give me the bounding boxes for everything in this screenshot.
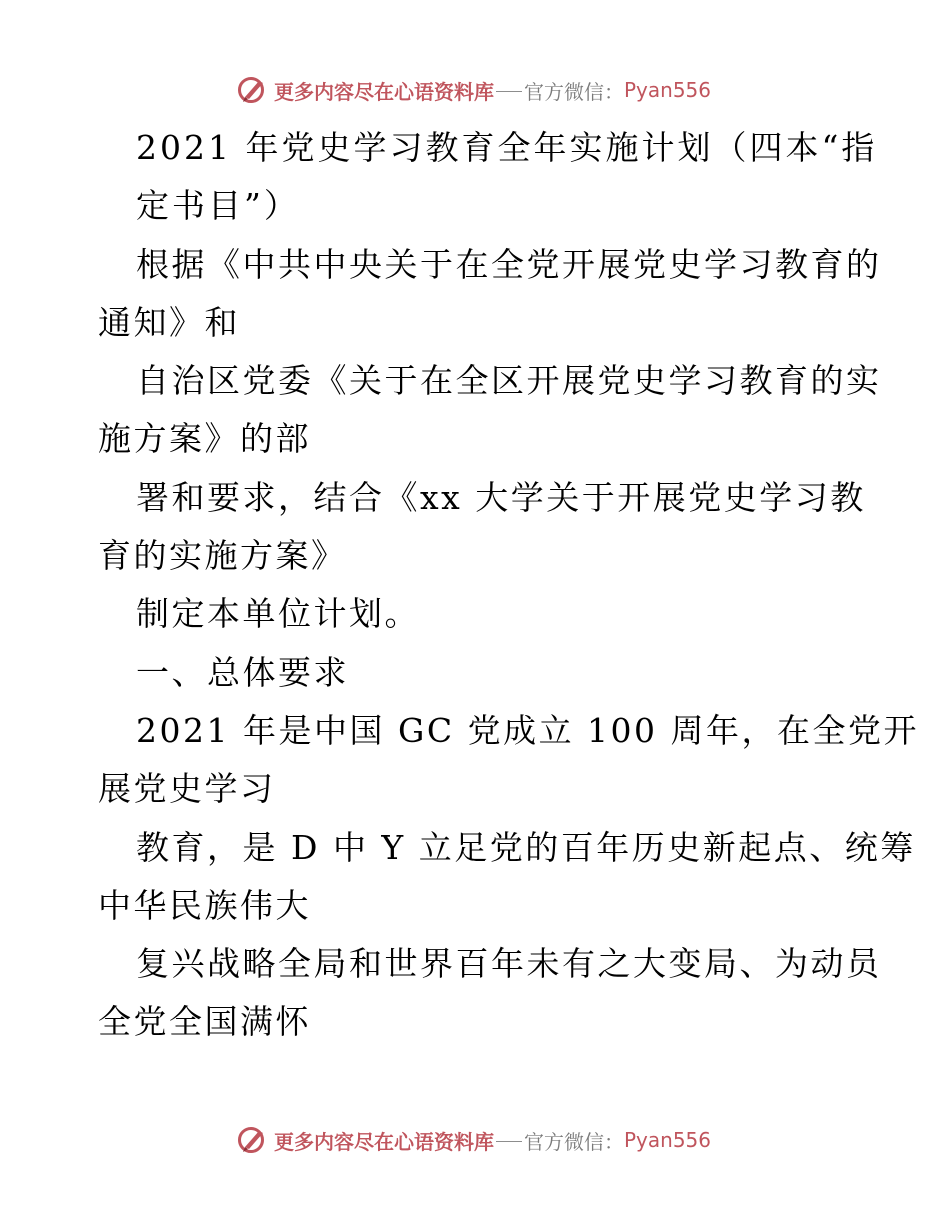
body-line: 通知》和 — [98, 302, 240, 342]
pen-circle-icon — [236, 1123, 270, 1157]
watermark-label: 官方微信： — [524, 1129, 624, 1154]
watermark-dash — [496, 1141, 522, 1142]
document-title — [98, 119, 878, 236]
watermark-account: Pyan556 — [624, 1128, 712, 1152]
body-line: 教育，是 D 中 Y 立足党的百年历史新起点、统筹 — [136, 827, 916, 867]
body-line: 展党史学习 — [98, 769, 276, 809]
watermark-main-text: 更多内容尽在心语资料库 — [274, 79, 494, 104]
body-line: 制定本单位计划。 — [136, 594, 420, 634]
body-line: 全党全国满怀 — [98, 1002, 311, 1042]
watermark-label: 官方微信： — [524, 79, 624, 104]
body-line: 育的实施方案》 — [98, 536, 347, 576]
header-watermark — [236, 73, 711, 107]
body-line: 施方案》的部 — [98, 419, 311, 459]
body-line: 署和要求，结合《xx 大学关于开展党史学习教 — [136, 477, 866, 517]
title-line: 2021 年党史学习教育全年实施计划（四本“指 — [136, 128, 878, 167]
pen-circle-icon — [236, 73, 270, 107]
watermark-account: Pyan556 — [624, 78, 712, 102]
body-line: 自治区党委《关于在全区开展党史学习教育的实 — [136, 361, 882, 401]
document-body — [98, 119, 920, 1052]
footer-watermark — [236, 1123, 711, 1157]
watermark-dash — [496, 91, 522, 92]
body-line: 2021 年是中国 GC 党成立 100 周年，在全党开 — [136, 710, 920, 750]
body-line: 根据《中共中央关于在全党开展党史学习教育的 — [136, 244, 882, 284]
body-line: 中华民族伟大 — [98, 885, 311, 925]
body-line: 复兴战略全局和世界百年未有之大变局、为动员 — [136, 944, 882, 984]
document-paragraphs — [98, 236, 920, 1052]
body-line: 一、总体要求 — [136, 652, 349, 692]
watermark-main-text: 更多内容尽在心语资料库 — [274, 1129, 494, 1154]
title-line: 定书目”） — [136, 186, 300, 226]
